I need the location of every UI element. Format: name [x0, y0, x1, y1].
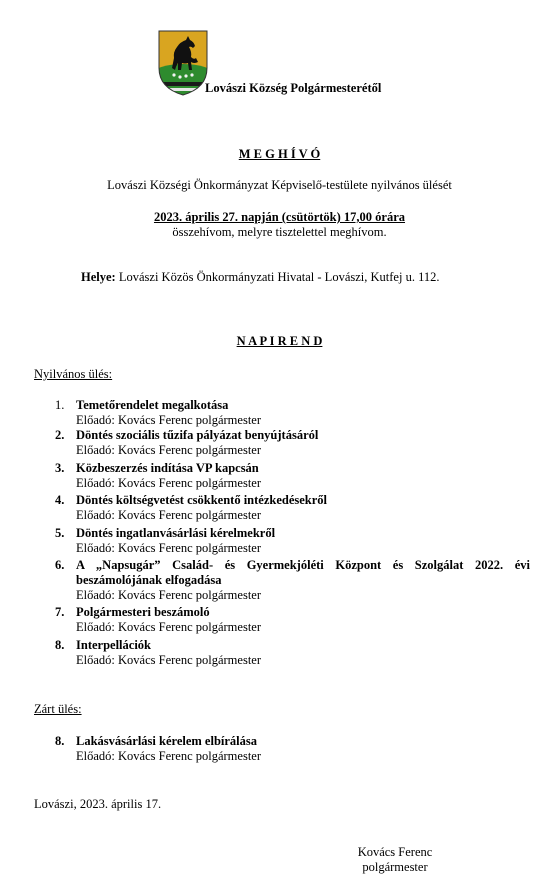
convene-text: összehívom, melyre tisztelettel meghívom. [172, 225, 387, 239]
place-date: Lovászi, 2023. április 17. [34, 797, 162, 811]
coat-of-arms-icon [158, 30, 208, 96]
agenda-item [55, 398, 530, 428]
agenda-item-title: Döntés költségvetést csökkentő intézkedésekről [76, 493, 328, 507]
agenda-item [55, 605, 530, 635]
signer-title: polgármester [362, 860, 428, 874]
venue-line [81, 270, 439, 285]
signer-name: Kovács Ferenc [357, 845, 433, 859]
agenda-item-title: A „Napsugár” Család- és Gyermekjóléti Központ és Szolgálat 2022. évi [76, 558, 530, 572]
agenda-item-number: 7. [55, 605, 65, 619]
meeting-datetime: 2023. április 27. napján (csütörtök) 17,00 órára [153, 210, 406, 224]
agenda-item-title: Interpellációk [76, 638, 151, 652]
agenda-item-presenter: Előadó: Kovács Ferenc polgármester [76, 620, 262, 634]
agenda-item-number: 8. [55, 638, 65, 652]
authority-name: Lovászi Község Polgármesterétől [205, 81, 382, 95]
agenda-item [55, 734, 530, 764]
signature-block [330, 845, 460, 875]
venue-label: Helye: [81, 270, 116, 284]
venue-address: Lovászi Közös Önkormányzati Hivatal - Lovászi, Kutfej u. 112. [118, 270, 440, 284]
agenda-item-title: Temetőrendelet megalkotása [76, 398, 229, 412]
agenda-item-presenter: Előadó: Kovács Ferenc polgármester [76, 541, 262, 555]
agenda-item [55, 558, 530, 603]
agenda-item-title: Döntés szociális tűzifa pályázat benyújtásáról [76, 428, 319, 442]
agenda-item-title: Polgármesteri beszámoló [76, 605, 210, 619]
agenda-item-presenter: Előadó: Kovács Ferenc polgármester [76, 588, 262, 602]
agenda-item [55, 526, 530, 556]
agenda-item-title-continued: beszámolójának elfogadása [76, 573, 222, 587]
agenda-item-presenter: Előadó: Kovács Ferenc polgármester [76, 443, 262, 457]
agenda-item-number: 3. [55, 461, 65, 475]
agenda-item-title: Közbeszerzés indítása VP kapcsán [76, 461, 259, 475]
agenda-title: N A P I R E N D [236, 334, 323, 348]
agenda-item [55, 493, 530, 523]
agenda-item-presenter: Előadó: Kovács Ferenc polgármester [76, 413, 262, 427]
agenda-item [55, 461, 530, 491]
agenda-item-title: Döntés ingatlanvásárlási kérelmekről [76, 526, 276, 540]
agenda-item-number: 8. [55, 734, 65, 748]
coat-of-arms [158, 30, 208, 96]
agenda-item-number: 4. [55, 493, 65, 507]
agenda-item-presenter: Előadó: Kovács Ferenc polgármester [76, 749, 262, 763]
invitation-intro: Lovászi Községi Önkormányzat Képviselő-testülete nyilvános ülését [107, 178, 452, 192]
agenda-item-presenter: Előadó: Kovács Ferenc polgármester [76, 653, 262, 667]
agenda-item-number: 6. [55, 558, 65, 572]
public-session-label: Nyilvános ülés: [34, 367, 113, 381]
agenda-item-title: Lakásvásárlási kérelem elbírálása [76, 734, 258, 748]
agenda-item-number: 1. [55, 398, 65, 412]
agenda-item-presenter: Előadó: Kovács Ferenc polgármester [76, 508, 262, 522]
agenda-item-number: 5. [55, 526, 65, 540]
agenda-item-number: 2. [55, 428, 65, 442]
closed-session-label: Zárt ülés: [34, 702, 82, 716]
agenda-item [55, 638, 530, 668]
invitation-title: M E G H Í V Ó [238, 147, 321, 161]
agenda-item-presenter: Előadó: Kovács Ferenc polgármester [76, 476, 262, 490]
agenda-item [55, 428, 530, 458]
